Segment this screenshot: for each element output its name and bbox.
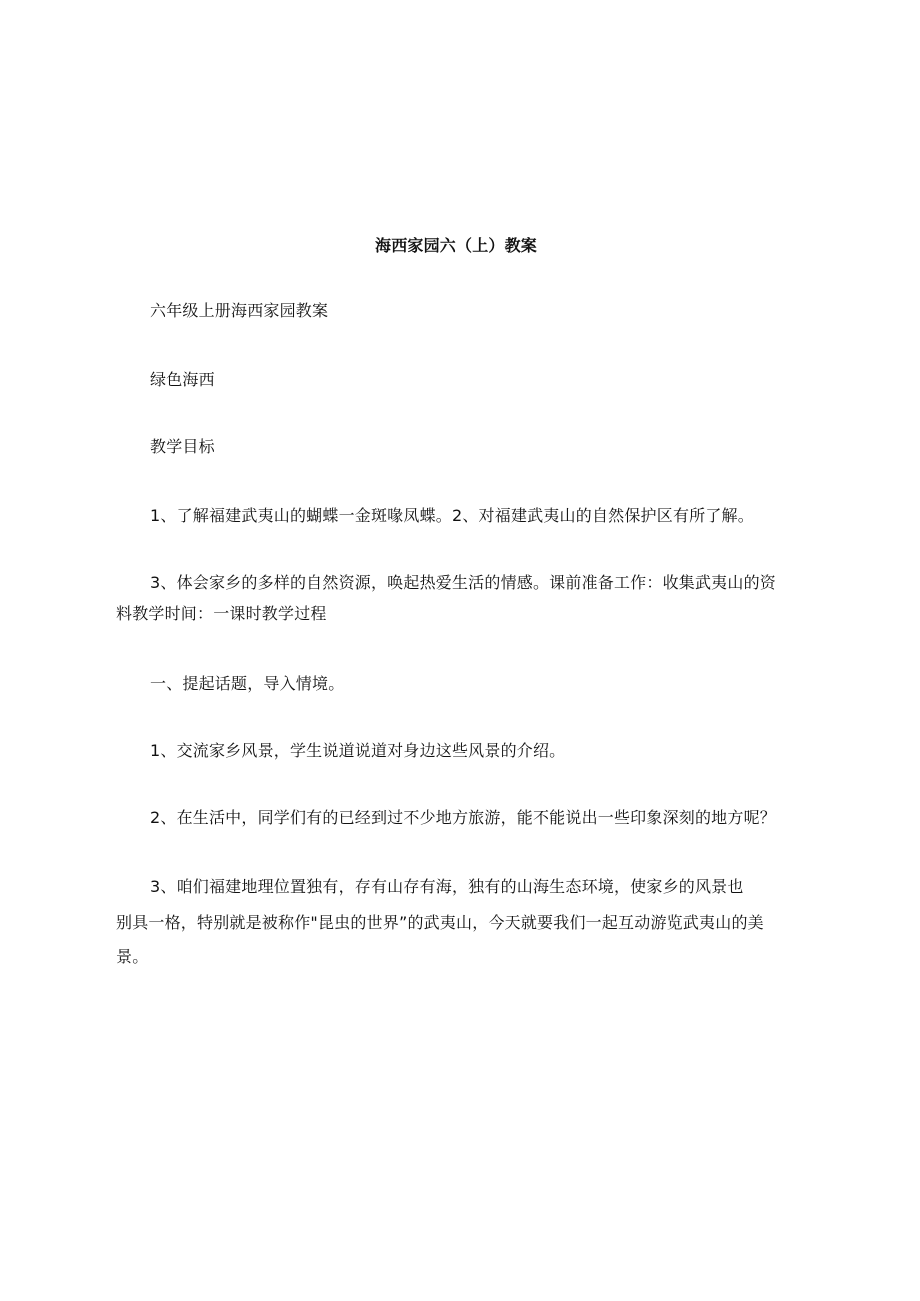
- step-1-item-3-line-3: 景。: [116, 947, 149, 966]
- step-1-item-3-line-2: 别具一格，特别就是被称作"昆虫的世界”的武夷山，今天就要我们一起互动游览武夷山的美: [116, 913, 764, 932]
- step-1-item-1: 1、交流家乡风景，学生说道说道对身边这些风景的介绍。: [150, 741, 566, 760]
- goal-paragraph-3-line-1: 3、体会家乡的多样的自然资源，唤起热爱生活的情感。课前准备工作：收集武夷山的资: [150, 573, 776, 592]
- unit-heading: 绿色海西: [150, 370, 215, 389]
- goal-paragraph-1-2: 1、了解福建武夷山的蝴蝶一金斑喙凤蝶。2、对福建武夷山的自然保护区有所了解。: [150, 506, 754, 525]
- step-1-item-2: 2、在生活中，同学们有的已经到过不少地方旅游，能不能说出一些印象深刻的地方呢？: [150, 808, 776, 827]
- step-1-heading: 一、提起话题，导入情境。: [150, 674, 345, 693]
- section-goals-heading: 教学目标: [150, 437, 215, 456]
- document-title: 海西家园六（上）教案: [375, 236, 538, 255]
- step-1-item-3-line-1: 3、咱们福建地理位置独有，存有山存有海，独有的山海生态环境，使家乡的风景也: [150, 877, 744, 896]
- document-subtitle: 六年级上册海西家园教案: [150, 301, 329, 320]
- goal-paragraph-3-line-2: 料教学时间：一课时教学过程: [116, 604, 327, 623]
